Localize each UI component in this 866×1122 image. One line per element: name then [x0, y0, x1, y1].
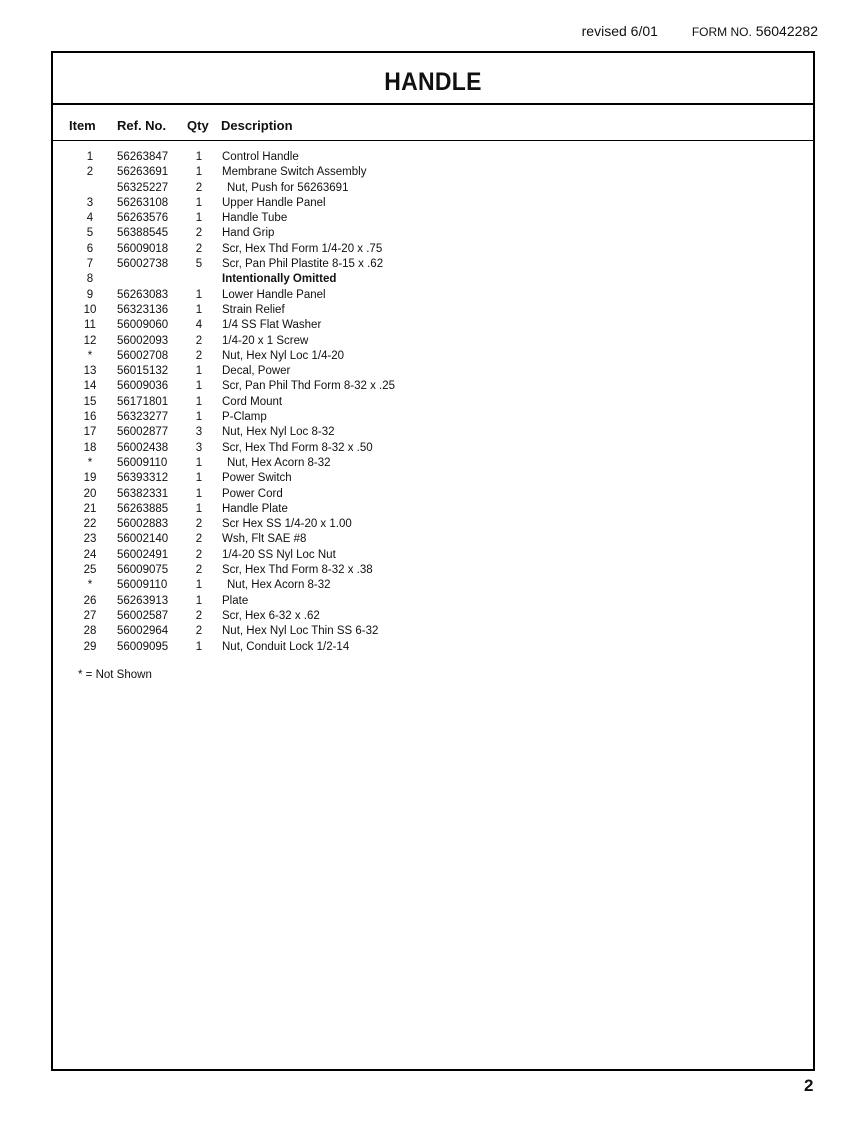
table-row [53, 517, 813, 532]
item-cell: 8 [86, 273, 94, 286]
description-cell: Scr, Pan Phil Plastite 8-15 x .62 [222, 258, 384, 271]
ref-no-cell: 56323136 [117, 303, 169, 316]
description-cell: Cord Mount [222, 395, 283, 408]
ref-no-cell: 56263083 [117, 288, 169, 301]
ref-no-cell: 56009075 [117, 564, 169, 577]
ref-no-cell: 56009110 [117, 456, 168, 469]
description-cell: Scr, Hex Thd Form 1/4-20 x .75 [222, 242, 383, 255]
qty-cell: 1 [195, 365, 203, 378]
column-header-qty: Qty [187, 118, 209, 133]
item-cell: 5 [86, 227, 94, 240]
description-cell: Scr, Hex Thd Form 8-32 x .38 [222, 564, 373, 577]
ref-no-cell: 56325227 [117, 181, 169, 194]
item-cell: 16 [83, 411, 97, 424]
revision-date: revised 6/01 [581, 23, 658, 39]
item-cell: 25 [83, 564, 97, 577]
ref-no-cell: 56002438 [117, 441, 169, 454]
ref-no-cell: 56002093 [117, 334, 169, 347]
description-cell: Intentionally Omitted [222, 273, 337, 286]
table-row [53, 548, 813, 563]
ref-no-cell: 56393312 [117, 472, 169, 485]
ref-no-cell: 56263847 [117, 151, 169, 163]
qty-cell: 2 [195, 625, 203, 638]
table-header [53, 105, 813, 141]
ref-no-cell: 56002708 [117, 349, 169, 362]
description-cell: Scr Hex SS 1/4-20 x 1.00 [222, 518, 352, 531]
qty-cell: 1 [195, 502, 203, 515]
table-row [53, 226, 813, 241]
table-row [53, 318, 813, 333]
form-header [582, 23, 818, 39]
description-cell: Lower Handle Panel [222, 288, 326, 301]
description-cell: Power Cord [222, 487, 283, 500]
description-cell: Scr, Hex 6-32 x .62 [222, 609, 320, 622]
description-cell: Nut, Hex Nyl Loc Thin SS 6-32 [222, 625, 379, 638]
table-row [53, 441, 813, 456]
description-cell: Nut, Push for 56263691 [227, 181, 349, 194]
qty-cell: 1 [195, 640, 203, 653]
table-row [53, 303, 813, 318]
qty-cell: 2 [195, 564, 203, 577]
table-row [53, 242, 813, 257]
item-cell: 12 [83, 334, 97, 347]
ref-no-cell: 56002877 [117, 426, 169, 439]
table-row [53, 471, 813, 486]
ref-no-cell: 56388545 [117, 227, 169, 240]
item-cell: 23 [83, 533, 97, 546]
table-row [53, 532, 813, 547]
item-cell: * [87, 349, 93, 362]
ref-no-cell: 56002738 [117, 258, 169, 271]
ref-no-cell: 56009095 [117, 640, 169, 653]
qty-cell: 1 [195, 487, 203, 500]
qty-cell: 2 [195, 334, 203, 347]
table-row [53, 334, 813, 349]
item-cell: 21 [83, 502, 97, 515]
table-row [53, 272, 813, 287]
item-cell: 27 [83, 609, 97, 622]
qty-cell: 2 [195, 548, 203, 561]
qty-cell: 1 [195, 472, 203, 485]
table-row [53, 379, 813, 394]
item-cell: 22 [83, 518, 97, 531]
parts-table-body [53, 141, 813, 655]
item-cell: 19 [83, 472, 97, 485]
item-cell: * [87, 579, 93, 592]
ref-no-cell: 56171801 [117, 395, 169, 408]
description-cell: Power Switch [222, 472, 292, 485]
item-cell: 13 [83, 365, 97, 378]
description-cell: Wsh, Flt SAE #8 [222, 533, 307, 546]
description-cell: Nut, Hex Nyl Loc 8-32 [222, 426, 335, 439]
qty-cell: 3 [195, 441, 203, 454]
qty-cell: 2 [195, 181, 203, 194]
description-cell: 1/4-20 x 1 Screw [222, 334, 309, 347]
page-title: HANDLE [384, 67, 482, 96]
item-cell: * [87, 456, 93, 469]
ref-no-cell: 56263913 [117, 594, 169, 607]
ref-no-cell: 56263108 [117, 196, 169, 209]
column-header-item: Item [69, 118, 96, 133]
table-row [53, 150, 813, 165]
table-row [53, 165, 813, 180]
qty-cell: 1 [195, 594, 203, 607]
table-row [53, 364, 813, 379]
qty-cell: 1 [195, 456, 203, 469]
qty-cell: 4 [195, 319, 203, 332]
column-header-ref-no: Ref. No. [117, 118, 167, 133]
ref-no-cell: 56382331 [117, 487, 169, 500]
footnote: * = Not Shown [78, 669, 152, 681]
description-cell: Nut, Hex Acorn 8-32 [227, 579, 331, 592]
ref-no-cell: 56263885 [117, 502, 169, 515]
description-cell: P-Clamp [222, 411, 267, 424]
description-cell: Nut, Hex Nyl Loc 1/4-20 [222, 349, 345, 362]
table-row [53, 640, 813, 655]
qty-cell: 1 [195, 212, 203, 225]
item-cell: 4 [86, 212, 94, 225]
table-row [53, 410, 813, 425]
description-cell: Decal, Power [222, 365, 291, 378]
qty-cell: 1 [195, 288, 203, 301]
page-number: 2 [804, 1076, 814, 1095]
item-cell: 28 [83, 625, 97, 638]
table-row [53, 257, 813, 272]
ref-no-cell: 56002140 [117, 533, 169, 546]
description-cell: Handle Tube [222, 212, 288, 225]
item-cell: 15 [83, 395, 97, 408]
item-cell: 18 [83, 441, 97, 454]
qty-cell: 1 [195, 411, 203, 424]
description-cell: 1/4-20 SS Nyl Loc Nut [222, 548, 336, 561]
title-bar [53, 53, 813, 105]
table-row [53, 624, 813, 639]
qty-cell: 1 [195, 579, 203, 592]
table-row [53, 196, 813, 211]
description-cell: 1/4 SS Flat Washer [222, 319, 322, 332]
table-row [53, 594, 813, 609]
item-cell: 9 [86, 288, 94, 301]
qty-cell: 5 [195, 258, 203, 271]
qty-cell: 2 [195, 227, 203, 240]
ref-no-cell: 56002964 [117, 625, 169, 638]
description-cell: Membrane Switch Assembly [222, 166, 367, 179]
ref-no-cell: 56009036 [117, 380, 169, 393]
item-cell: 14 [83, 380, 97, 393]
description-cell: Control Handle [222, 151, 299, 163]
item-cell: 2 [86, 166, 94, 179]
table-row [53, 502, 813, 517]
ref-no-cell: 56002587 [117, 609, 169, 622]
qty-cell: 2 [195, 242, 203, 255]
description-cell: Handle Plate [222, 502, 288, 515]
qty-cell: 2 [195, 609, 203, 622]
description-cell: Strain Relief [222, 303, 285, 316]
table-row [53, 181, 813, 196]
description-cell: Scr, Pan Phil Thd Form 8-32 x .25 [222, 380, 396, 393]
description-cell: Nut, Hex Acorn 8-32 [227, 456, 331, 469]
item-cell: 1 [86, 151, 94, 163]
column-header-description: Description [221, 118, 293, 133]
table-row [53, 456, 813, 471]
ref-no-cell: 56009018 [117, 242, 169, 255]
form-number: 56042282 [755, 23, 818, 39]
table-row [53, 395, 813, 410]
table-row [53, 425, 813, 440]
item-cell: 24 [83, 548, 97, 561]
ref-no-cell: 56015132 [117, 365, 169, 378]
item-cell: 20 [83, 487, 97, 500]
qty-cell: 1 [195, 395, 203, 408]
qty-cell: 1 [195, 166, 203, 179]
table-row [53, 563, 813, 578]
qty-cell: 1 [195, 151, 203, 163]
item-cell: 6 [86, 242, 94, 255]
qty-cell: 1 [195, 196, 203, 209]
description-cell: Nut, Conduit Lock 1/2-14 [222, 640, 350, 653]
table-row [53, 288, 813, 303]
ref-no-cell: 56263576 [117, 212, 169, 225]
qty-cell: 3 [195, 426, 203, 439]
qty-cell: 1 [195, 380, 203, 393]
ref-no-cell: 56323277 [117, 411, 169, 424]
item-cell: 26 [83, 594, 97, 607]
description-cell: Upper Handle Panel [222, 196, 326, 209]
qty-cell: 1 [195, 303, 203, 316]
table-row [53, 609, 813, 624]
ref-no-cell: 56263691 [117, 166, 169, 179]
ref-no-cell: 56009110 [117, 579, 168, 592]
table-row [53, 487, 813, 502]
item-cell: 29 [83, 640, 97, 653]
qty-cell: 2 [195, 518, 203, 531]
table-row [53, 211, 813, 226]
table-row [53, 578, 813, 593]
ref-no-cell: 56002491 [117, 548, 169, 561]
item-cell: 7 [86, 258, 94, 271]
description-cell: Plate [222, 594, 249, 607]
form-number-label: FORM NO. [691, 25, 752, 39]
qty-cell: 2 [195, 349, 203, 362]
item-cell: 10 [83, 303, 97, 316]
item-cell: 3 [86, 196, 94, 209]
description-cell: Scr, Hex Thd Form 8-32 x .50 [222, 441, 373, 454]
ref-no-cell: 56009060 [117, 319, 169, 332]
qty-cell: 2 [195, 533, 203, 546]
item-cell: 11 [84, 319, 96, 332]
description-cell: Hand Grip [222, 227, 275, 240]
ref-no-cell: 56002883 [117, 518, 169, 531]
table-row [53, 349, 813, 364]
item-cell: 17 [83, 426, 97, 439]
parts-list-frame [51, 51, 815, 1071]
